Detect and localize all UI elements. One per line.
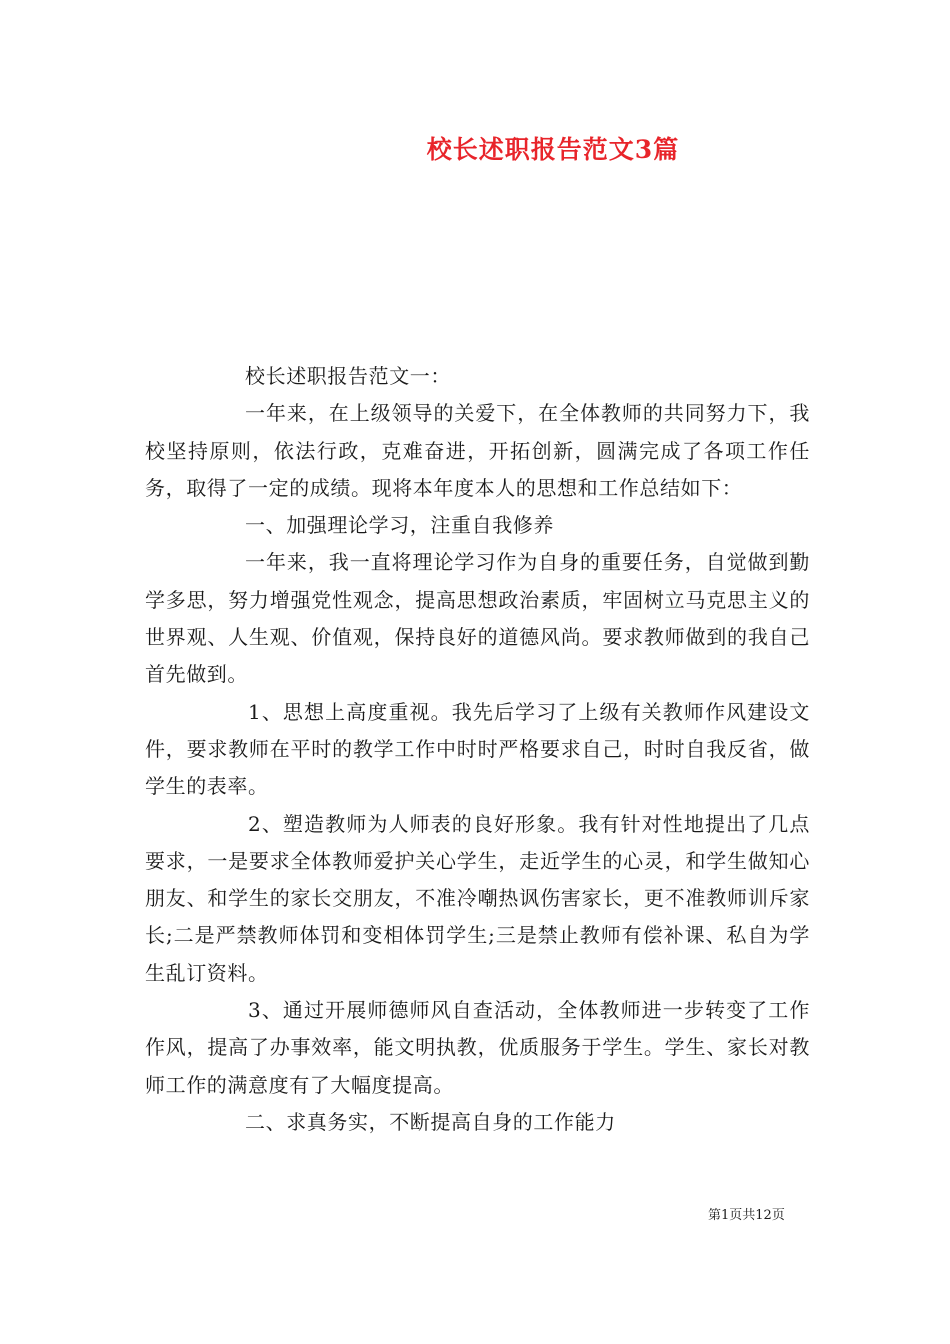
section-heading: 一、加强理论学习，注重自我修养: [245, 513, 554, 538]
numbered-paragraph: 2、塑造教师为人师表的良好形象。我有针对性地提出了几点要求，一是要求全体教师爱护关心学生，走近学生的心灵，和学生做知心朋友、和学生的家长交朋友，不准冷嘲热讽伤害家长，更不准教师训斥家长;二是严禁教师体罚和变相体罚学生;三是禁止教师有偿补课、私自为学生乱订资料。: [145, 811, 810, 985]
document-body: [145, 358, 810, 1141]
numbered-paragraph: 1、思想上高度重视。我先后学习了上级有关教师作风建设文件，要求教师在平时的教学工作中时时严格要求自己，时时自我反省，做学生的表率。: [145, 699, 810, 799]
numbered-paragraph: 3、通过开展师德师风自查活动，全体教师进一步转变了工作作风，提高了办事效率，能文明执教，优质服务于学生。学生、家长对教师工作的满意度有了大幅度提高。: [145, 998, 810, 1097]
section-heading: 校长述职报告范文一：: [245, 364, 451, 388]
document-title: 校长述职报告范文3篇: [426, 135, 680, 164]
section-heading: 二、求真务实，不断提高自身的工作能力: [245, 1109, 616, 1134]
paragraph: 一年来，我一直将理论学习作为自身的重要任务，自觉做到勤学多思，努力增强党性观念，提高思想政治素质，牢固树立马克思主义的世界观、人生观、价值观，保持良好的道德风尚。要求教师做到的我自己首先做到。: [145, 550, 810, 687]
page-number: 第1页共12页: [708, 1208, 785, 1223]
paragraph: 一年来，在上级领导的关爱下，在全体教师的共同努力下，我校坚持原则，依法行政，克难奋进，开拓创新，圆满完成了各项工作任务，取得了一定的成绩。现将本年度本人的思想和工作总结如下：: [145, 401, 810, 500]
